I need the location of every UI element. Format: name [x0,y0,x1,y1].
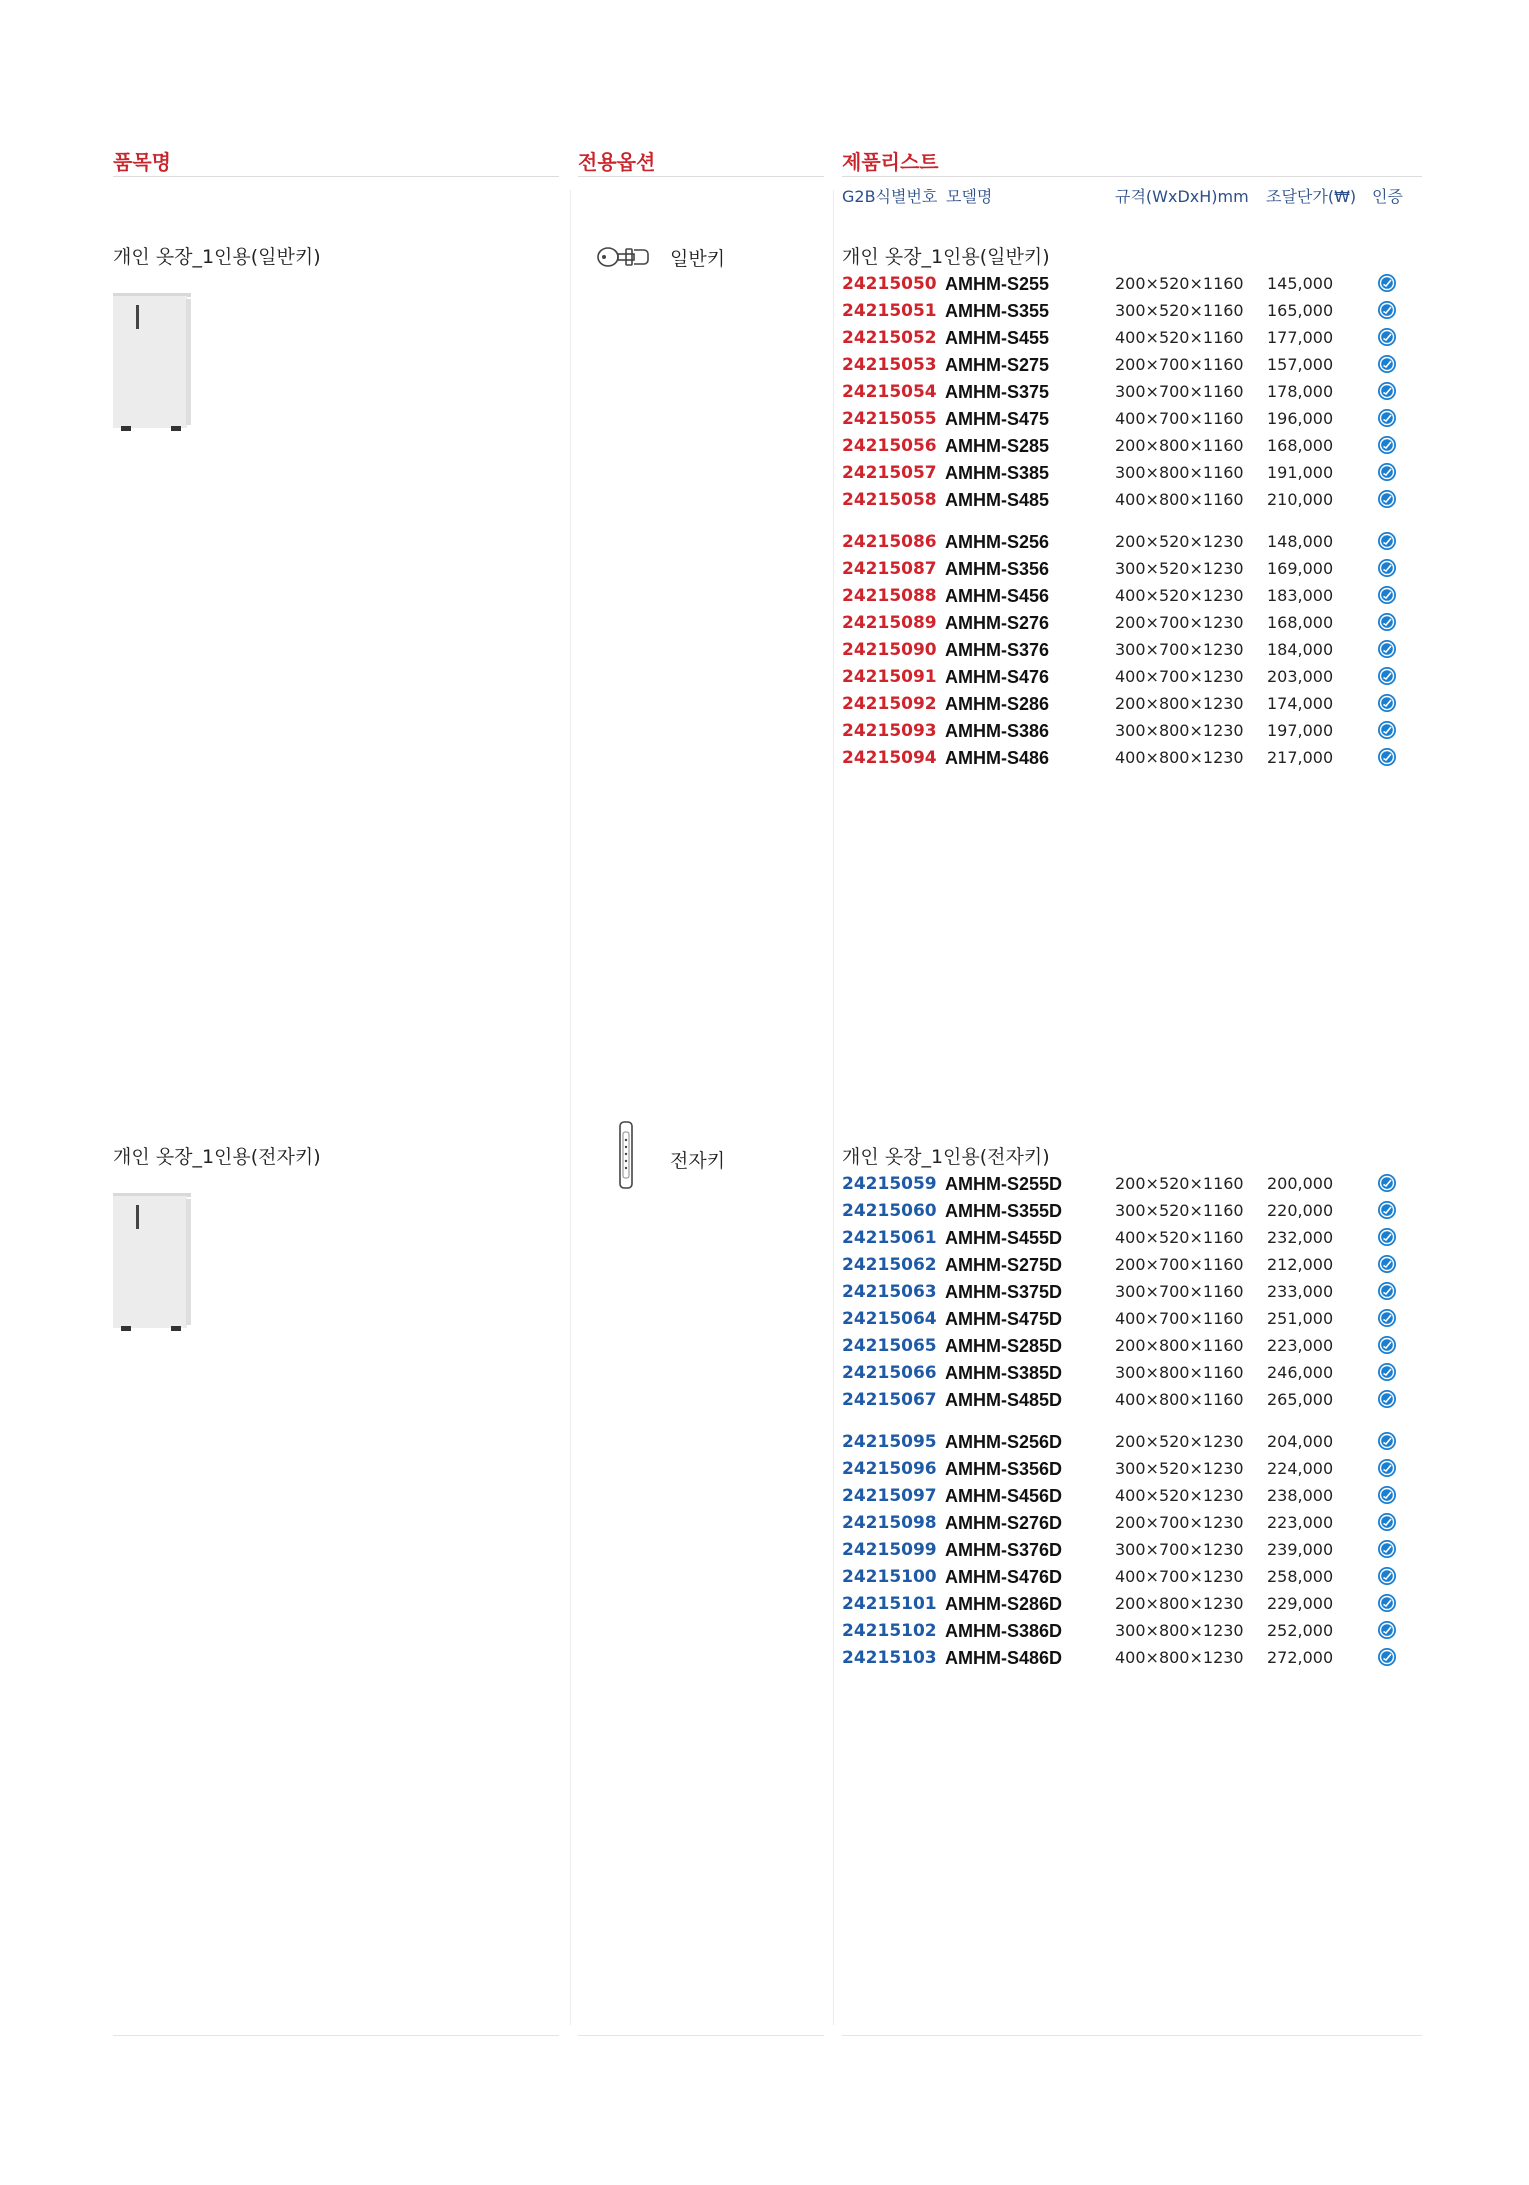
col-price-header: 조달단가(₩) [1266,187,1357,206]
spec: 400×520×1160 [1115,1228,1244,1247]
certification-icon [1377,1485,1397,1505]
table-row [842,1279,1412,1306]
col-model-header: 모델명 [946,187,993,206]
electronic-lock-icon [618,1120,636,1192]
price: 272,000 [1267,1648,1334,1667]
model-name: AMHM-S356D [945,1459,1063,1479]
spec: 200×800×1160 [1115,1336,1244,1355]
g2b-code: 24215087 [842,559,937,579]
price: 229,000 [1267,1594,1334,1613]
spec: 300×800×1230 [1115,1621,1244,1640]
g2b-code: 24215091 [842,667,937,687]
g2b-code: 24215058 [842,490,937,510]
price: 184,000 [1267,640,1334,659]
g2b-code: 24215064 [842,1309,937,1329]
price: 178,000 [1267,382,1334,401]
model-name: AMHM-S356 [945,559,1050,579]
model-name: AMHM-S286D [945,1594,1063,1614]
price: 174,000 [1267,694,1334,713]
table-row [842,1456,1412,1483]
model-name: AMHM-S476 [945,667,1050,687]
g2b-code: 24215100 [842,1567,937,1587]
price: 191,000 [1267,463,1334,482]
g2b-code: 24215097 [842,1486,937,1506]
certification-icon [1377,720,1397,740]
table-row [842,1387,1412,1414]
model-name: AMHM-S455 [945,328,1050,348]
price: 239,000 [1267,1540,1334,1559]
model-name: AMHM-S386D [945,1621,1063,1641]
spec: 400×800×1160 [1115,490,1244,509]
g2b-code: 24215089 [842,613,937,633]
model-name: AMHM-S276 [945,613,1050,633]
table-row [842,298,1412,325]
price: 251,000 [1267,1309,1334,1328]
model-name: AMHM-S376 [945,640,1050,660]
key-icon [596,245,652,269]
g2b-code: 24215090 [842,640,937,660]
model-name: AMHM-S355 [945,301,1050,321]
spec: 300×520×1160 [1115,1201,1244,1220]
certification-icon [1377,408,1397,428]
g2b-code: 24215067 [842,1390,937,1410]
g2b-code: 24215055 [842,409,937,429]
table-row [842,637,1412,664]
table-row [842,1618,1412,1645]
header-divider [113,176,559,177]
table-row [842,1537,1412,1564]
certification-icon [1377,1593,1397,1613]
spec: 200×700×1230 [1115,613,1244,632]
certification-icon [1377,1362,1397,1382]
certification-icon [1377,1281,1397,1301]
spec: 300×520×1160 [1115,301,1244,320]
footer-divider [578,2035,824,2036]
price: 223,000 [1267,1336,1334,1355]
certification-icon [1377,1458,1397,1478]
g2b-code: 24215063 [842,1282,937,1302]
price: 165,000 [1267,301,1334,320]
g2b-code: 24215102 [842,1621,937,1641]
table-row [842,1510,1412,1537]
price: 238,000 [1267,1486,1334,1505]
model-name: AMHM-S486 [945,748,1050,768]
cabinet-image [113,1193,193,1335]
price: 212,000 [1267,1255,1334,1274]
g2b-code: 24215094 [842,748,937,768]
table-row [842,583,1412,610]
spec: 400×800×1230 [1115,748,1244,767]
spec: 300×800×1230 [1115,721,1244,740]
g2b-code: 24215052 [842,328,937,348]
model-name: AMHM-S486D [945,1648,1063,1668]
spec: 400×700×1160 [1115,1309,1244,1328]
table-row [842,1225,1412,1252]
spec: 300×700×1230 [1115,1540,1244,1559]
g2b-code: 24215051 [842,301,937,321]
price: 145,000 [1267,274,1334,293]
table-row [842,271,1412,298]
table-row [842,1483,1412,1510]
certification-icon [1377,273,1397,293]
model-name: AMHM-S375 [945,382,1050,402]
model-name: AMHM-S485D [945,1390,1063,1410]
certification-icon [1377,666,1397,686]
table-row [842,1306,1412,1333]
col-cert-header: 인증 [1372,187,1403,206]
option-label: 일반키 [670,248,726,270]
spec: 400×700×1160 [1115,409,1244,428]
spec: 200×700×1160 [1115,355,1244,374]
certification-icon [1377,327,1397,347]
spec: 300×700×1160 [1115,1282,1244,1301]
price: 224,000 [1267,1459,1334,1478]
model-name: AMHM-S285 [945,436,1050,456]
col-code-header: G2B식별번호 [842,187,938,206]
table-row [842,1171,1412,1198]
certification-icon [1377,693,1397,713]
certification-icon [1377,1647,1397,1667]
price: 232,000 [1267,1228,1334,1247]
g2b-code: 24215093 [842,721,937,741]
model-name: AMHM-S255 [945,274,1050,294]
cabinet-image [113,293,193,435]
price: 200,000 [1267,1174,1334,1193]
header-divider [578,176,824,177]
table-row [842,1429,1412,1456]
footer-divider [113,2035,559,2036]
header-product-list: 제품리스트 [842,150,939,174]
price: 168,000 [1267,436,1334,455]
certification-icon [1377,354,1397,374]
column-divider [833,190,834,2025]
spec: 300×800×1160 [1115,1363,1244,1382]
table-row [842,406,1412,433]
model-name: AMHM-S285D [945,1336,1063,1356]
table-row [842,1252,1412,1279]
g2b-code: 24215101 [842,1594,937,1614]
spec: 200×520×1230 [1115,532,1244,551]
group-title: 개인 옷장_1인용(전자키) [842,1146,1050,1168]
price: 223,000 [1267,1513,1334,1532]
spec: 400×700×1230 [1115,667,1244,686]
column-divider [570,190,571,2025]
product-table [842,1171,1412,1672]
certification-icon [1377,1512,1397,1532]
model-name: AMHM-S256 [945,532,1050,552]
table-row [842,433,1412,460]
model-name: AMHM-S275 [945,355,1050,375]
g2b-code: 24215099 [842,1540,937,1560]
spec: 200×520×1230 [1115,1432,1244,1451]
certification-icon [1377,747,1397,767]
table-row [842,1564,1412,1591]
g2b-code: 24215053 [842,355,937,375]
model-name: AMHM-S456 [945,586,1050,606]
price: 204,000 [1267,1432,1334,1451]
certification-icon [1377,1200,1397,1220]
certification-icon [1377,1227,1397,1247]
certification-icon [1377,1389,1397,1409]
price: 220,000 [1267,1201,1334,1220]
g2b-code: 24215096 [842,1459,937,1479]
option-label: 전자키 [670,1150,726,1172]
g2b-code: 24215050 [842,274,937,294]
price: 233,000 [1267,1282,1334,1301]
price: 265,000 [1267,1390,1334,1409]
g2b-code: 24215086 [842,532,937,552]
model-name: AMHM-S286 [945,694,1050,714]
g2b-code: 24215062 [842,1255,937,1275]
g2b-code: 24215066 [842,1363,937,1383]
model-name: AMHM-S385 [945,463,1050,483]
header-item-name: 품목명 [113,150,171,174]
g2b-code: 24215088 [842,586,937,606]
price: 203,000 [1267,667,1334,686]
spec: 400×800×1160 [1115,1390,1244,1409]
certification-icon [1377,489,1397,509]
price: 252,000 [1267,1621,1334,1640]
price: 177,000 [1267,328,1334,347]
spec: 400×520×1160 [1115,328,1244,347]
model-name: AMHM-S456D [945,1486,1063,1506]
table-row [842,529,1412,556]
model-name: AMHM-S355D [945,1201,1063,1221]
table-row [842,556,1412,583]
model-name: AMHM-S485 [945,490,1050,510]
table-row [842,745,1412,772]
table-row [842,460,1412,487]
footer-divider [842,2035,1422,2036]
model-name: AMHM-S376D [945,1540,1063,1560]
price: 246,000 [1267,1363,1334,1382]
spec: 200×700×1160 [1115,1255,1244,1274]
certification-icon [1377,585,1397,605]
certification-icon [1377,531,1397,551]
certification-icon [1377,462,1397,482]
table-row [842,1360,1412,1387]
certification-icon [1377,1431,1397,1451]
spec: 200×520×1160 [1115,274,1244,293]
model-name: AMHM-S385D [945,1363,1063,1383]
certification-icon [1377,435,1397,455]
spec: 300×700×1230 [1115,640,1244,659]
spec: 400×700×1230 [1115,1567,1244,1586]
certification-icon [1377,300,1397,320]
table-row [842,718,1412,745]
certification-icon [1377,1620,1397,1640]
price: 196,000 [1267,409,1334,428]
product-table [842,271,1412,772]
certification-icon [1377,1335,1397,1355]
table-row [842,691,1412,718]
col-spec-header: 규격(WxDxH)mm [1115,187,1249,206]
model-name: AMHM-S375D [945,1282,1063,1302]
table-row [842,487,1412,514]
certification-icon [1377,558,1397,578]
model-name: AMHM-S475 [945,409,1050,429]
spec: 400×800×1230 [1115,1648,1244,1667]
item-name: 개인 옷장_1인용(일반키) [113,246,321,268]
g2b-code: 24215098 [842,1513,937,1533]
certification-icon [1377,381,1397,401]
certification-icon [1377,1539,1397,1559]
group-gap [842,1414,1412,1429]
g2b-code: 24215054 [842,382,937,402]
model-name: AMHM-S455D [945,1228,1063,1248]
model-name: AMHM-S275D [945,1255,1063,1275]
price: 169,000 [1267,559,1334,578]
model-name: AMHM-S475D [945,1309,1063,1329]
header-option: 전용옵션 [578,150,656,174]
header-divider [842,176,1422,177]
certification-icon [1377,1566,1397,1586]
price: 217,000 [1267,748,1334,767]
g2b-code: 24215103 [842,1648,937,1668]
model-name: AMHM-S255D [945,1174,1063,1194]
certification-icon [1377,612,1397,632]
table-row [842,352,1412,379]
price: 168,000 [1267,613,1334,632]
spec: 200×520×1160 [1115,1174,1244,1193]
g2b-code: 24215061 [842,1228,937,1248]
spec: 300×700×1160 [1115,382,1244,401]
spec: 300×800×1160 [1115,463,1244,482]
model-name: AMHM-S256D [945,1432,1063,1452]
spec: 300×520×1230 [1115,1459,1244,1478]
table-row [842,325,1412,352]
g2b-code: 24215095 [842,1432,937,1452]
table-row [842,379,1412,406]
price: 197,000 [1267,721,1334,740]
g2b-code: 24215056 [842,436,937,456]
spec: 200×700×1230 [1115,1513,1244,1532]
group-gap [842,514,1412,529]
certification-icon [1377,1173,1397,1193]
model-name: AMHM-S386 [945,721,1050,741]
spec: 200×800×1160 [1115,436,1244,455]
g2b-code: 24215060 [842,1201,937,1221]
model-name: AMHM-S476D [945,1567,1063,1587]
model-name: AMHM-S276D [945,1513,1063,1533]
spec: 300×520×1230 [1115,559,1244,578]
certification-icon [1377,1308,1397,1328]
g2b-code: 24215092 [842,694,937,714]
item-name: 개인 옷장_1인용(전자키) [113,1146,321,1168]
table-row [842,1198,1412,1225]
price: 210,000 [1267,490,1334,509]
spec: 400×520×1230 [1115,1486,1244,1505]
g2b-code: 24215059 [842,1174,937,1194]
spec: 200×800×1230 [1115,694,1244,713]
table-row [842,1645,1412,1672]
price: 157,000 [1267,355,1334,374]
certification-icon [1377,1254,1397,1274]
spec: 200×800×1230 [1115,1594,1244,1613]
table-row [842,1591,1412,1618]
price: 183,000 [1267,586,1334,605]
g2b-code: 24215057 [842,463,937,483]
price: 148,000 [1267,532,1334,551]
certification-icon [1377,639,1397,659]
price: 258,000 [1267,1567,1334,1586]
spec: 400×520×1230 [1115,586,1244,605]
g2b-code: 24215065 [842,1336,937,1356]
table-row [842,1333,1412,1360]
group-title: 개인 옷장_1인용(일반키) [842,246,1050,268]
table-row [842,610,1412,637]
table-row [842,664,1412,691]
